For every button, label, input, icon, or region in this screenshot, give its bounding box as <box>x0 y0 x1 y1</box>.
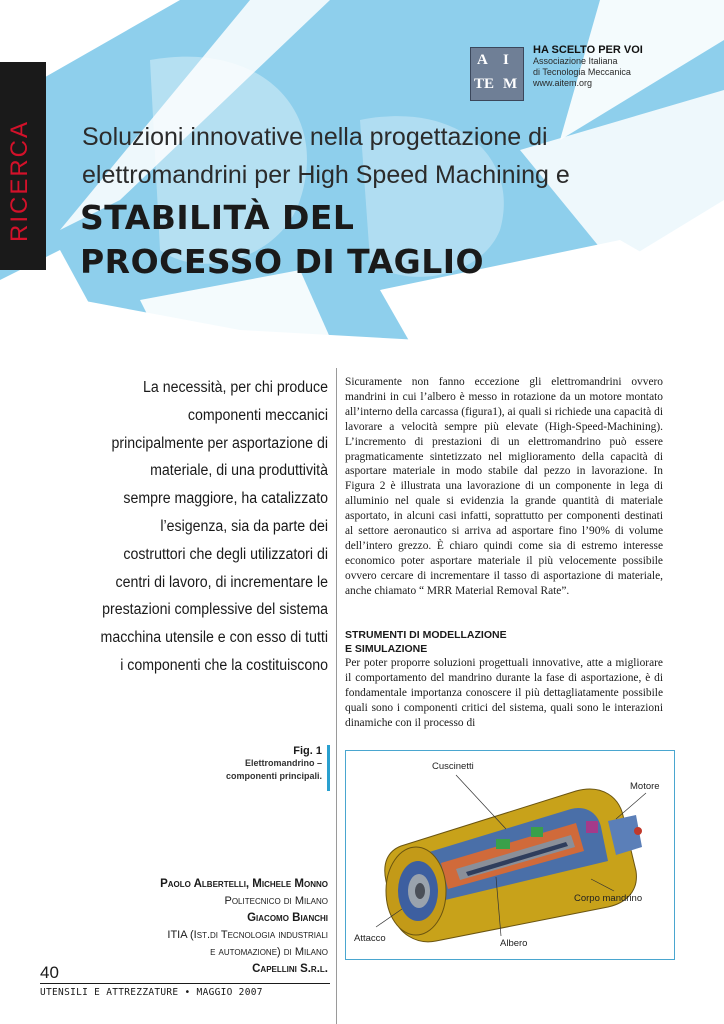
association-block <box>533 44 713 89</box>
logo-letter-te: TE <box>474 76 495 92</box>
title-line2: elettromandrini per High Speed Machining e <box>82 161 570 189</box>
author-company-3: Capellini S.r.l. <box>252 963 328 975</box>
lead-paragraph: La necessità, per chi produce componenti meccanici principalmente per asportazione di materiale, di una produttività sempre maggiore, ha catalizzato l’esigenza, sia da parte dei costruttori che degli utilizzatori di centri di lavoro, di incrementare le prestazioni complessive del sistema macchina utensile e con esso di tutti i componenti che la costituiscono <box>100 379 328 674</box>
label-attacco: Attacco <box>354 933 386 944</box>
page-number: 40 <box>40 963 59 982</box>
figure-caption-bar <box>327 745 330 791</box>
aitem-logo <box>470 47 524 101</box>
spindle-illustration <box>346 751 674 959</box>
association-line2: di Tecnologia Meccanica <box>533 67 631 77</box>
subhead-line1: STRUMENTI DI MODELLAZIONE <box>345 629 507 641</box>
column-divider <box>336 368 337 1024</box>
subhead-line2: E SIMULAZIONE <box>345 643 428 655</box>
author-affiliation-2a: ITIA (Ist.di Tecnologia industriali <box>167 929 328 941</box>
author-name-2: Giacomo Bianchi <box>247 912 328 924</box>
association-line1: Associazione Italiana <box>533 56 618 66</box>
logo-letter-a: A <box>477 52 488 68</box>
figure-caption-line1: Elettromandrino – <box>244 758 322 768</box>
author-affiliation-2b: e automazione) di Milano <box>210 946 328 958</box>
body-paragraph-1: Sicuramente non fanno eccezione gli elettromandrini ovvero mandrini in cui l’albero è messo in rotazione da un motore montato all’interno della carcassa (figura1), ai quali si richiede una capacità di lavorare a velocità sempre più elevate (High-Speed-Machining). L’incremento di prestazioni di un elettromandrino può essere pragmaticamente sintetizzato nel miglioramento della capacità di asportare materiale in modo stabile dal pezzo in lavorazione. In Figura 2 è illustrata una lavorazione di un componente in lega di alluminio nel quale si evidenzia la grande quantità di materiale asportato, in alcuni casi infatti, soprattutto per componenti destinati al settore aeronautico si arriva ad asportare fino l’90% di volume dell’intero grezzo. È chiaro quindi come sia di estremo interesse economico poter asportare materiale il più velocemente possibile ovvero cercare di incrementare il tasso di asportazione di materiale, anche chiamato “ MRR Material Removal Rate”. <box>345 376 663 597</box>
association-head: HA SCELTO PER VOI <box>533 44 643 56</box>
footer-bullet: • <box>184 987 191 998</box>
logo-letter-m: M <box>503 76 518 92</box>
article-title <box>82 118 702 194</box>
logo-letter-i: I <box>503 52 509 68</box>
article-title-bold <box>80 196 710 284</box>
figure-1 <box>345 750 675 960</box>
figure-caption-line2: componenti principali. <box>225 771 322 781</box>
body-paragraph-2: Per poter proporre soluzioni progettuali innovative, atte a migliorare il comportamento del mandrino durante la fase di asportazione, è di fondamentale importanza conoscere il più dettagliatamente possibile quali sono i componenti critici del sistema, quali sono le interazioni dinamiche con il processo di <box>345 657 663 729</box>
section-subhead <box>345 628 663 656</box>
author-affiliation-1: Politecnico di Milano <box>224 895 328 907</box>
title-bold-line2: PROCESSO DI TAGLIO <box>80 242 485 281</box>
title-line1: Soluzioni innovative nella progettazione di <box>82 123 548 151</box>
figure-caption <box>180 745 322 783</box>
section-tab-label: RICERCA <box>6 119 33 242</box>
association-url: www.aitem.org <box>533 78 593 88</box>
label-albero: Albero <box>500 938 528 949</box>
label-cuscinetti: Cuscinetti <box>432 761 474 772</box>
footer-rule <box>40 983 330 984</box>
label-corpo-mandrino: Corpo mandrino <box>574 893 643 904</box>
label-motore: Motore <box>630 781 660 792</box>
section-tab <box>0 62 46 270</box>
authors-block <box>80 876 328 978</box>
footer <box>40 987 263 998</box>
figure-number: Fig. 1 <box>293 745 322 757</box>
title-bold-line1: STABILITÀ DEL <box>80 198 355 237</box>
footer-magazine: UTENSILI E ATTREZZATURE <box>40 987 179 998</box>
footer-issue: MAGGIO 2007 <box>196 987 263 998</box>
author-names-1: Paolo Albertelli, Michele Monno <box>160 878 328 890</box>
